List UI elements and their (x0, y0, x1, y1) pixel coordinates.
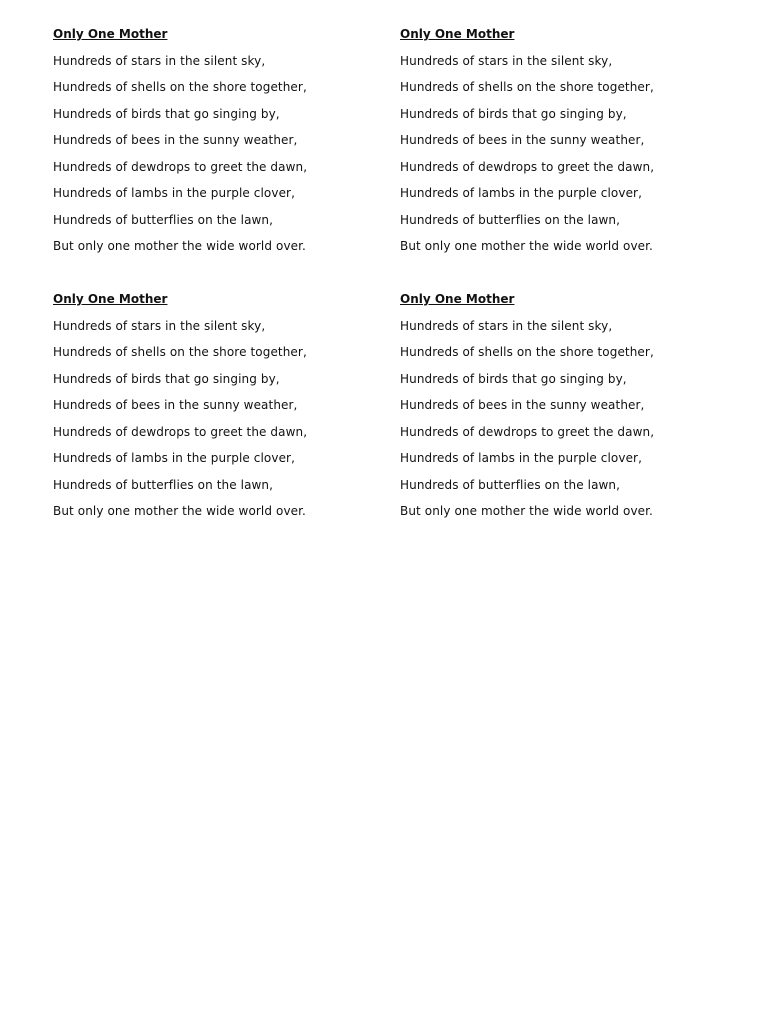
poem-line: Hundreds of butterflies on the lawn, (53, 212, 274, 227)
poem-line: Hundreds of butterflies on the lawn, (400, 477, 621, 492)
poem-line: Hundreds of dewdrops to greet the dawn, (400, 424, 655, 439)
poem-title: Only One Mother (400, 27, 515, 41)
poem-block-top-right (400, 26, 730, 254)
poem-line: Hundreds of stars in the silent sky, (53, 53, 266, 68)
poem-line: Hundreds of dewdrops to greet the dawn, (400, 159, 655, 174)
poem-line: Hundreds of birds that go singing by, (400, 371, 627, 386)
poem-title: Only One Mother (400, 292, 515, 306)
poem-line: Hundreds of bees in the sunny weather, (53, 133, 298, 147)
poem-lines (400, 53, 730, 255)
poem-line: But only one mother the wide world over. (53, 239, 306, 253)
poem-line: Hundreds of shells on the shore together, (53, 345, 307, 359)
poem-line: Hundreds of lambs in the purple clover, (400, 451, 643, 465)
poem-line: Hundreds of dewdrops to greet the dawn, (53, 159, 308, 174)
poem-title: Only One Mother (53, 292, 168, 306)
poem-title: Only One Mother (53, 27, 168, 41)
poem-line: Hundreds of birds that go singing by, (53, 371, 280, 386)
poem-line: Hundreds of birds that go singing by, (53, 106, 280, 121)
poem-line: Hundreds of shells on the shore together, (400, 345, 654, 359)
poem-lines (53, 318, 383, 520)
poem-line: Hundreds of bees in the sunny weather, (53, 398, 298, 412)
poem-line: But only one mother the wide world over. (400, 504, 653, 518)
poem-line: But only one mother the wide world over. (53, 504, 306, 518)
poem-lines (53, 53, 383, 255)
poem-block-top-left (53, 26, 383, 254)
poem-line: Hundreds of birds that go singing by, (400, 106, 627, 121)
poem-line: Hundreds of stars in the silent sky, (400, 53, 613, 68)
poem-line: Hundreds of shells on the shore together, (53, 80, 307, 94)
poem-line: Hundreds of lambs in the purple clover, (53, 186, 296, 200)
poem-block-bottom-right (400, 291, 730, 519)
poem-line: Hundreds of butterflies on the lawn, (400, 212, 621, 227)
poem-line: Hundreds of lambs in the purple clover, (400, 186, 643, 200)
poem-line: Hundreds of butterflies on the lawn, (53, 477, 274, 492)
poem-block-bottom-left (53, 291, 383, 519)
poem-lines (400, 318, 730, 520)
poem-line: Hundreds of stars in the silent sky, (53, 318, 266, 333)
poem-line: Hundreds of shells on the shore together, (400, 80, 654, 94)
poem-line: Hundreds of bees in the sunny weather, (400, 133, 645, 147)
poem-line: Hundreds of lambs in the purple clover, (53, 451, 296, 465)
poem-line: But only one mother the wide world over. (400, 239, 653, 253)
poem-line: Hundreds of stars in the silent sky, (400, 318, 613, 333)
poem-line: Hundreds of dewdrops to greet the dawn, (53, 424, 308, 439)
poem-line: Hundreds of bees in the sunny weather, (400, 398, 645, 412)
